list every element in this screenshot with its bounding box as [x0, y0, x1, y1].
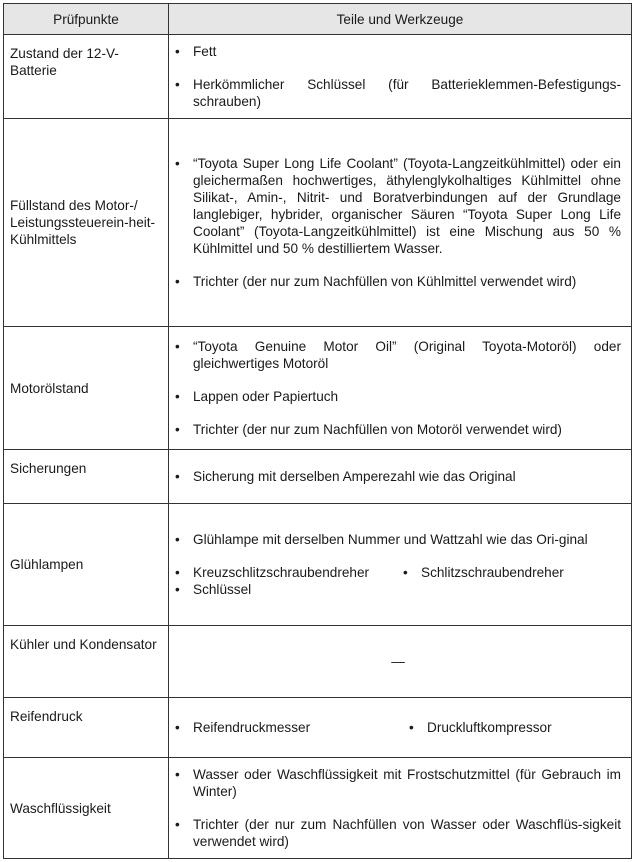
list-item	[175, 468, 621, 485]
bullet-icon: •	[175, 720, 180, 735]
list-item	[409, 719, 552, 736]
parts-cell	[169, 119, 632, 327]
table-row	[4, 758, 632, 859]
bullet-icon: •	[175, 274, 180, 289]
table-row	[4, 626, 632, 698]
check-point-label: Kühler und Kondensator	[10, 637, 157, 652]
list-item-pair	[175, 719, 621, 736]
bullet-icon: •	[175, 767, 180, 782]
list-item-text: Reifendruckmesser	[193, 720, 311, 735]
list-item	[175, 421, 621, 438]
bullet-icon: •	[175, 532, 180, 547]
list-item	[403, 564, 564, 581]
bullet-icon: •	[175, 156, 180, 171]
table-row	[4, 119, 632, 327]
check-point-label: Waschflüssigkeit	[10, 800, 111, 816]
list-item	[175, 564, 403, 581]
bullet-icon: •	[175, 44, 180, 59]
list-item	[175, 581, 621, 598]
parts-cell	[169, 626, 632, 698]
list-item-text: Schlitzschraubendreher	[421, 565, 564, 580]
list-item	[175, 766, 621, 800]
header-check-points: Prüfpunkte	[4, 4, 169, 35]
list-item-text: Trichter (der nur zum Nachfüllen von Kühlmittel verwendet wird)	[193, 274, 577, 289]
list-item-text: Wasser oder Waschflüssigkeit mit Frostschutzmittel (für Gebrauch im Winter)	[193, 767, 621, 799]
list-item-text: Herkömmlicher Schlüssel (für Batterieklemmen-Befestigungs-schrauben)	[193, 77, 621, 109]
maintenance-table	[3, 3, 632, 859]
bullet-icon: •	[175, 565, 180, 580]
check-point-cell	[4, 758, 169, 859]
check-point-label: Motorölstand	[10, 380, 89, 396]
table-row	[4, 698, 632, 758]
parts-cell	[169, 327, 632, 450]
check-point-cell	[4, 504, 169, 626]
list-item	[175, 76, 621, 110]
parts-cell	[169, 35, 632, 119]
list-item	[175, 155, 621, 257]
parts-cell	[169, 450, 632, 504]
parts-cell	[169, 758, 632, 859]
list-item-text: Trichter (der nur zum Nachfüllen von Wasser oder Waschflüs-sigkeit verwendet wird)	[193, 817, 621, 849]
parts-cell	[169, 698, 632, 758]
table-row	[4, 35, 632, 119]
table-header-row	[4, 4, 632, 35]
list-item	[175, 273, 621, 290]
list-item-text: Druckluftkompressor	[427, 720, 552, 735]
check-point-cell	[4, 698, 169, 758]
bullet-icon: •	[175, 817, 180, 832]
list-item-text: Glühlampe mit derselben Nummer und Wattzahl wie das Ori-ginal	[193, 532, 588, 547]
list-item-text: “Toyota Genuine Motor Oil” (Original Toyota-Motoröl) oder gleichwertiges Motoröl	[193, 339, 621, 371]
bullet-icon: •	[175, 582, 180, 597]
list-item-text: Kreuzschlitzschraubendreher	[193, 565, 370, 580]
bullet-icon: •	[175, 469, 180, 484]
check-point-label: Zustand der 12-V-Batterie	[10, 46, 119, 78]
check-point-label: Sicherungen	[10, 461, 87, 476]
table-row	[4, 504, 632, 626]
check-point-label: Füllstand des Motor-/ Leistungssteuerein-heit-Kühlmittels	[10, 198, 156, 247]
bullet-icon: •	[403, 565, 408, 580]
check-point-cell	[4, 119, 169, 327]
list-item-text: Schlüssel	[193, 582, 252, 597]
list-item	[175, 43, 621, 60]
bullet-icon: •	[175, 77, 180, 92]
list-item	[175, 531, 621, 548]
check-point-cell	[4, 450, 169, 504]
list-item	[175, 816, 621, 850]
list-item	[175, 388, 621, 405]
list-item-text: Fett	[193, 44, 217, 59]
parts-cell	[169, 504, 632, 626]
bullet-icon: •	[175, 339, 180, 354]
check-point-cell	[4, 327, 169, 450]
check-point-cell	[4, 35, 169, 119]
list-item-text: Trichter (der nur zum Nachfüllen von Motoröl verwendet wird)	[193, 422, 562, 437]
bullet-icon: •	[175, 422, 180, 437]
list-item	[175, 719, 409, 736]
maintenance-table-wrapper	[3, 3, 632, 859]
list-item-text: Sicherung mit derselben Amperezahl wie das Original	[193, 469, 516, 484]
bullet-icon: •	[409, 720, 414, 735]
table-row	[4, 450, 632, 504]
list-item-text: “Toyota Super Long Life Coolant” (Toyota-Langzeitkühlmittel) oder ein gleichermaßen hochwertiges, äthylenglykolhaltiges Kühlmittel ohne Silikat-, Amin-, Nitrit- und Boratverbindungen auf der Grundlage langlebiger, hybrider, organischer Säuren “Toyota Super Long Life Coolant” (Toyota-Langzeitkühlmittel) ist eine Mischung aus 50 % Kühlmittel und 50 % destilliertem Wasser.	[193, 156, 621, 256]
table-row	[4, 327, 632, 450]
bullet-icon: •	[175, 389, 180, 404]
header-parts-tools: Teile und Werkzeuge	[169, 4, 632, 35]
list-item-pair	[175, 564, 621, 581]
check-point-label: Reifendruck	[10, 709, 83, 724]
empty-dash: —	[391, 654, 405, 669]
list-item-text: Lappen oder Papiertuch	[193, 389, 339, 404]
check-point-cell	[4, 626, 169, 698]
list-item	[175, 338, 621, 372]
check-point-label: Glühlampen	[10, 557, 84, 572]
